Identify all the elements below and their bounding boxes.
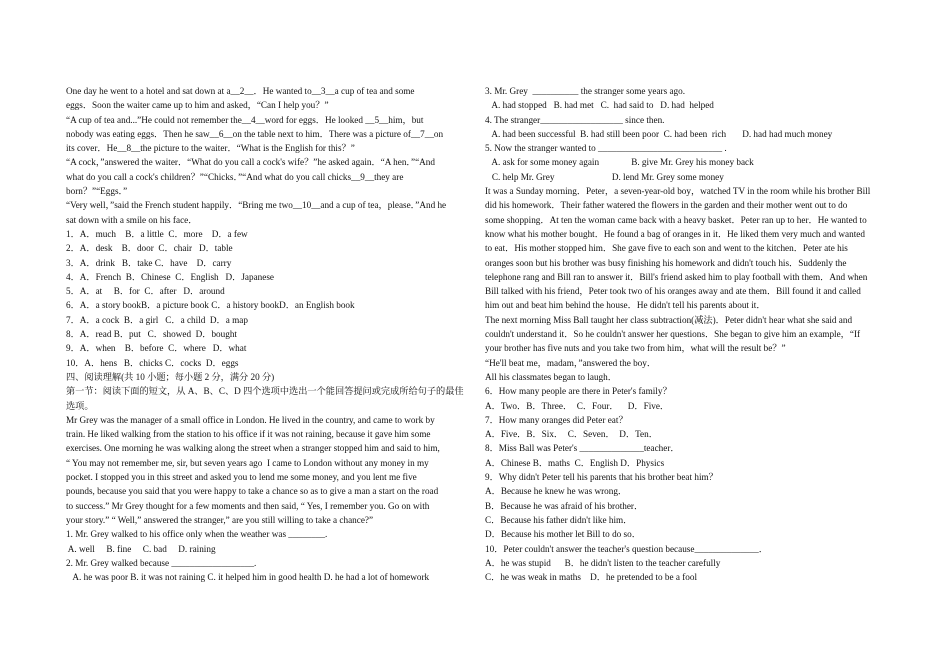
right-text-line: 9．Why didn't Peter tell his parents that his brother beat him？ [485, 472, 718, 483]
right-text-line: oranges soon but his brother was busy finishing his homework and didn't touch his．Suddenly the [485, 257, 847, 268]
left-text-line: pounds, because you said that you were happy to take a chance so as to give a man a start on the road [66, 486, 439, 497]
right-text-line: A. had been successful B. had still been poor C. had been rich D. had had much money [485, 128, 833, 139]
right-text-line: couldn't understand it．So he couldn't answer her questions．She began to give him an example，“If [485, 329, 861, 340]
right-text-line: 10．Peter couldn't answer the teacher's question because______________． [485, 543, 768, 554]
left-text-line: 6．A．a story bookB．a picture book C．a history bookD．an English book [66, 300, 355, 311]
right-text-line: telephone rang and Bill ran to answer it．Bill's friend asked him to play football with them．And when [485, 271, 868, 282]
left-text-line: its cover．He__8__the picture to the waiter．“What is the English for this？” [66, 143, 355, 154]
right-text-line: A．Five．B．Six． C．Seven． D．Ten． [485, 429, 658, 440]
right-text-line: A. ask for some money again B. give Mr. Grey his money back [485, 157, 754, 168]
left-text-line: “A cock，”answered the waiter．“What do you call a cock's wife？”he asked again．“A hen．”“And [66, 157, 435, 168]
right-text-line: 6．How many people are there in Peter's family？ [485, 386, 672, 397]
right-text-line: C. help Mr. Grey D. lend Mr. Grey some money [485, 171, 724, 182]
left-text-line: 1．A．much B．a little C．more D．a few [66, 228, 248, 239]
left-text-line: “ You may not remember me, sir, but seven years ago I came to London without any money in my [66, 457, 429, 468]
right-text-line: 5. Now the stranger wanted to ___________________________ . [485, 143, 727, 154]
left-column [66, 84, 472, 584]
left-text-line: what do you call a cock's children？”“Chicks．”“And what do you call chicks__9__they are [66, 171, 404, 182]
left-text-line: 5．A．at B．for C．after D．around [66, 286, 225, 297]
left-text-line: 10．A．hens B．chicks C．cocks D．eggs [66, 357, 239, 368]
right-text-line: him out and beat him behind the house．He didn't tell his parents about it． [485, 300, 766, 311]
right-text-line: 8．Miss Ball was Peter's ______________teacher． [485, 443, 680, 454]
right-text-line: your brother has five nuts and you take two from him，what will the result be？” [485, 343, 786, 354]
left-text-line: One day he went to a hotel and sat down at a__2__．He wanted to__3__a cup of tea and some [66, 86, 415, 96]
right-text-line: A. had stopped B. had met C. had said to D. had helped [485, 100, 714, 111]
left-text-line: 1. Mr. Grey walked to his office only when the weather was ________. [66, 529, 328, 540]
left-text-line: 第一节：阅读下面的短文，从 A、B、C、D 四个选项中选出一个能回答提问或完成所给句子的最佳 [66, 386, 464, 397]
right-text-line: A．Two．B．Three． C．Four． D．Five． [485, 400, 670, 411]
left-text-line: your story.” “ Well,” answered the stranger,” are you still willing to take a chance?” [66, 514, 374, 525]
right-text-line: A．Chinese B．maths C．English D．Physics [485, 457, 665, 468]
right-text-line: did his homework．Their father watered the flowers in the garden and their mother went out to do [485, 200, 848, 211]
left-text-line: nobody was eating eggs．Then he saw__6__on the table next to him．There was a picture of__7__on [66, 128, 444, 139]
left-text-line: “Very well，”said the French student happily．“Bring me two__10__and a cup of tea，please．”And he [66, 200, 447, 211]
right-text-line: C．he was weak in maths D．he pretended to be a fool [485, 572, 698, 583]
left-text-line: 4．A．French B．Chinese C．English D．Japanese [66, 271, 274, 282]
right-text-line: some shopping．At ten the woman came back with a heavy basket．Peter ran up to her．He wanted to [485, 214, 867, 225]
left-text-line: pocket. I stopped you in this street and asked you to lend me some money, and you lent me five [66, 472, 417, 483]
right-text-line: All his classmates began to laugh． [485, 371, 617, 382]
left-text-line: 选项。 [66, 400, 94, 411]
left-text-line: A. well B. fine C. bad D. raining [66, 543, 216, 554]
left-text-line: eggs．Soon the waiter came up to him and asked，“Can I help you？” [66, 100, 329, 111]
left-text-line: 四、阅读理解(共 10 小题；每小题 2 分，满分 20 分) [66, 371, 275, 382]
left-text-line: “A cup of tea and...”He could not remember the__4__word for eggs．He looked __5__him，but [66, 114, 424, 125]
left-text-line: born？”“Eggs．” [66, 186, 128, 197]
right-column [485, 84, 905, 584]
right-text-line: It was a Sunday morning．Peter，a seven-year-old boy，watched TV in the room while his brother Bill [485, 186, 871, 197]
left-text-line: 7．A．a cock B．a girl C．a child D．a map [66, 314, 248, 325]
left-text-line: 2．A．desk B．door C．chair D．table [66, 243, 233, 254]
right-text-line: 3. Mr. Grey __________ the stranger some years ago. [485, 86, 686, 96]
left-text-line: 2. Mr. Grey walked because __________________. [66, 557, 257, 568]
left-text-line: sat down with a smile on his face． [66, 214, 198, 225]
left-text-line: train. He liked walking from the station to his office if it was not raining, because it gave him some [66, 429, 431, 440]
right-text-line: 4. The stranger__________________ since then. [485, 114, 665, 125]
right-text-line: D．Because his mother let Bill to do so． [485, 529, 641, 540]
right-text-line: to eat．His mother stopped him．She gave five to each son and went to the kitchen．Peter ate his [485, 243, 848, 254]
right-text-line: know what his mother bought．He found a bag of oranges in it．He liked them very much and wanted [485, 228, 865, 239]
right-text-line: The next morning Miss Ball taught her class subtraction(减法)．Peter didn't hear what she said and [485, 314, 853, 325]
left-text-line: A. he was poor B. it was not raining C. it helped him in good health D. he had a lot of homework [66, 572, 430, 583]
left-text-line: Mr Grey was the manager of a small office in London. He lived in the country, and came to work by [66, 414, 435, 425]
right-text-line: “He'll beat me，madam，”answered the boy． [485, 357, 657, 368]
right-text-line: A．Because he knew he was wrong． [485, 486, 628, 497]
right-text-line: B．Because he was afraid of his brother． [485, 500, 644, 511]
right-text-line: 7．How many oranges did Peter eat？ [485, 414, 628, 425]
left-text-line: to success.” Mr Grey thought for a few moments and then said, “ Yes, I remember you. Go on with [66, 500, 430, 511]
right-text-line: Bill talked with his friend，Peter took two of his oranges away and ate them．Bill found it and called [485, 286, 861, 297]
left-text-line: 8．A．read B．put C．showed D．bought [66, 329, 237, 340]
right-text-line: A．he was stupid B．he didn't listen to the teacher carefully [485, 557, 721, 568]
left-text-line: exercises. One morning he was walking along the street when a stranger stopped him and said to him, [66, 443, 440, 454]
left-text-line: 3．A．drink B．take C．have D．carry [66, 257, 232, 268]
right-text-line: C．Because his father didn't like him． [485, 514, 633, 525]
left-text-line: 9．A．when B．before C．where D．what [66, 343, 247, 354]
